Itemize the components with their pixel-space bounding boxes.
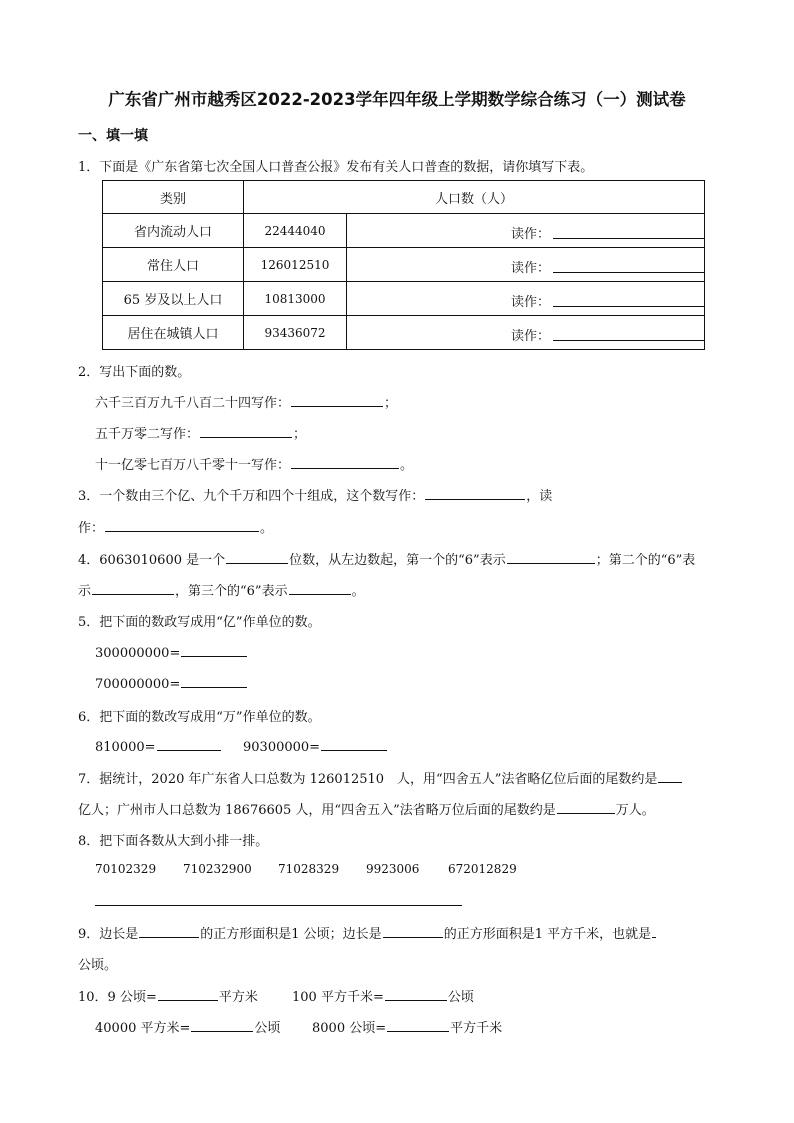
read-label: 读作： — [511, 227, 551, 242]
answer-blank[interactable] — [226, 550, 288, 564]
prompt-text: 作： — [78, 521, 105, 536]
punctuation: 。 — [260, 521, 274, 536]
header-population: 人口数（人） — [244, 181, 705, 214]
answer-blank[interactable] — [158, 987, 218, 1001]
question-10d — [312, 1017, 502, 1036]
question-8-text: 8．把下面各数从大到小排一排。 — [78, 834, 269, 849]
prompt-text: 位数，从左边数起，第一个的“6”表示 — [289, 553, 506, 568]
row-read-cell — [347, 282, 705, 316]
punctuation: ； — [293, 427, 307, 442]
question-7-line1 — [78, 768, 683, 787]
question-5b — [95, 674, 248, 692]
question-9-line2: 公顷。 — [78, 958, 118, 973]
answer-blank[interactable] — [321, 737, 387, 751]
prompt-text: 90300000= — [243, 740, 321, 755]
answer-blank[interactable] — [105, 518, 259, 532]
table-header-row — [103, 181, 705, 214]
prompt-text: 4．6063010600 是一个 — [78, 553, 226, 568]
prompt-text: ，第三个的“6”表示 — [175, 584, 288, 599]
punctuation: ； — [384, 396, 398, 411]
prompt-text: 700000000= — [95, 677, 181, 692]
prompt-text: 十一亿零七百万八千零十一写作： — [95, 458, 291, 473]
answer-blank[interactable] — [553, 306, 704, 307]
answer-blank[interactable] — [200, 424, 292, 438]
read-label: 读作： — [511, 329, 551, 344]
table-row — [103, 214, 705, 248]
row-read-cell — [347, 214, 705, 248]
table-row — [103, 282, 705, 316]
question-10b — [292, 986, 474, 1005]
unit-text: 平方米 — [218, 990, 258, 1005]
prompt-text: 10．9 公顷= — [78, 990, 157, 1005]
answer-blank[interactable] — [181, 643, 247, 657]
prompt-text: 亿人；广州市人口总数为 18676605 人，用“四舍五入”法省略万位后面的尾数约是 — [78, 803, 556, 818]
row-value: 22444040 — [244, 214, 347, 248]
punctuation: 。 — [351, 584, 365, 599]
question-2c — [95, 454, 413, 473]
table-row — [103, 316, 705, 350]
prompt-text: 300000000= — [95, 646, 181, 661]
prompt-text: ；第二个的“6”表 — [595, 553, 696, 568]
prompt-text: 8000 公顷= — [312, 1021, 387, 1036]
question-3-line2 — [78, 517, 273, 536]
question-1-text: 1．下面是《广东省第七次全国人口普查公报》发布有关人口普查的数据，请你填写下表。 — [78, 160, 594, 175]
prompt-text: 示 — [78, 584, 92, 599]
unit-text: 公顷 — [447, 990, 474, 1005]
unit-text: 公顷 — [254, 1021, 281, 1036]
prompt-text: 7．据统计，2020 年广东省人口总数为 126012510 人，用“四舍五人”法省略亿位后面的尾数约是 — [78, 772, 658, 787]
row-value: 126012510 — [244, 248, 347, 282]
number-list — [95, 862, 517, 876]
row-value: 93436072 — [244, 316, 347, 350]
answer-blank[interactable] — [291, 455, 399, 469]
row-value: 10813000 — [244, 282, 347, 316]
population-table — [102, 180, 705, 350]
prompt-text: 的正方形面积是1 公顷；边长是 — [200, 927, 382, 942]
prompt-text: 万人。 — [615, 803, 655, 818]
header-category: 类别 — [103, 181, 244, 214]
row-category: 常住人口 — [103, 248, 244, 282]
answer-blank[interactable] — [385, 987, 447, 1001]
prompt-text: 六千三百万九千八百二十四写作： — [95, 396, 291, 411]
section-heading: 一、填一填 — [78, 128, 148, 144]
answer-blank[interactable] — [191, 1018, 253, 1032]
answer-blank[interactable] — [157, 737, 221, 751]
prompt-text: 40000 平方米= — [95, 1021, 191, 1036]
answer-blank[interactable] — [291, 393, 383, 407]
answer-blank[interactable] — [658, 769, 682, 783]
answer-blank[interactable] — [425, 486, 525, 500]
list-item: 710232900 — [183, 862, 252, 876]
question-9-line1 — [78, 923, 657, 942]
answer-blank[interactable] — [289, 581, 351, 595]
row-category: 65 岁及以上人口 — [103, 282, 244, 316]
prompt-text: 810000= — [95, 740, 156, 755]
row-category: 居住在城镇人口 — [103, 316, 244, 350]
question-6-text: 6．把下面的数改写成用“万”作单位的数。 — [78, 710, 321, 725]
question-4-line2 — [78, 580, 365, 599]
answer-blank[interactable] — [553, 272, 704, 273]
list-item: 71028329 — [278, 862, 340, 876]
answer-blank[interactable] — [387, 1018, 449, 1032]
question-6b — [243, 737, 388, 755]
answer-blank[interactable] — [652, 924, 656, 938]
answer-blank[interactable] — [383, 924, 443, 938]
answer-blank[interactable] — [139, 924, 199, 938]
prompt-text: 3．一个数由三个亿、九个千万和四个十组成，这个数写作： — [78, 489, 425, 504]
answer-blank[interactable] — [557, 800, 615, 814]
row-category: 省内流动人口 — [103, 214, 244, 248]
question-2-text: 2．写出下面的数。 — [78, 365, 191, 380]
answer-blank[interactable] — [507, 550, 595, 564]
row-read-cell — [347, 248, 705, 282]
answer-blank[interactable] — [553, 340, 704, 341]
prompt-text: 100 平方千米= — [292, 990, 384, 1005]
question-2b — [95, 423, 306, 442]
row-read-cell — [347, 316, 705, 350]
list-item: 70102329 — [95, 862, 157, 876]
question-3-line1 — [78, 485, 552, 504]
table-row — [103, 248, 705, 282]
prompt-text: 五千万零二写作： — [95, 427, 200, 442]
question-5-text: 5．把下面的数政写成用“亿”作单位的数。 — [78, 615, 321, 630]
list-item: 9923006 — [366, 862, 420, 876]
answer-blank[interactable] — [181, 674, 247, 688]
list-item: 672012829 — [448, 862, 517, 876]
question-10a — [78, 986, 258, 1005]
question-7-line2 — [78, 799, 655, 818]
read-label: 读作： — [511, 261, 551, 276]
prompt-text: 的正方形面积是1 平方千米，也就是 — [443, 927, 652, 942]
page-title: 广东省广州市越秀区2022-2023学年四年级上学期数学综合练习（一）测试卷 — [108, 90, 686, 109]
read-label: 读作： — [511, 295, 551, 310]
question-4-line1 — [78, 549, 695, 568]
answer-blank[interactable] — [553, 238, 704, 239]
prompt-text: ，读 — [526, 489, 553, 504]
unit-text: 平方千米 — [450, 1021, 503, 1036]
question-6a — [95, 737, 222, 755]
answer-line[interactable] — [95, 905, 462, 906]
question-5a — [95, 643, 248, 661]
prompt-text: 9．边长是 — [78, 927, 139, 942]
punctuation: 。 — [400, 458, 414, 473]
answer-blank[interactable] — [92, 581, 174, 595]
question-2a — [95, 392, 397, 411]
question-10c — [95, 1017, 280, 1036]
